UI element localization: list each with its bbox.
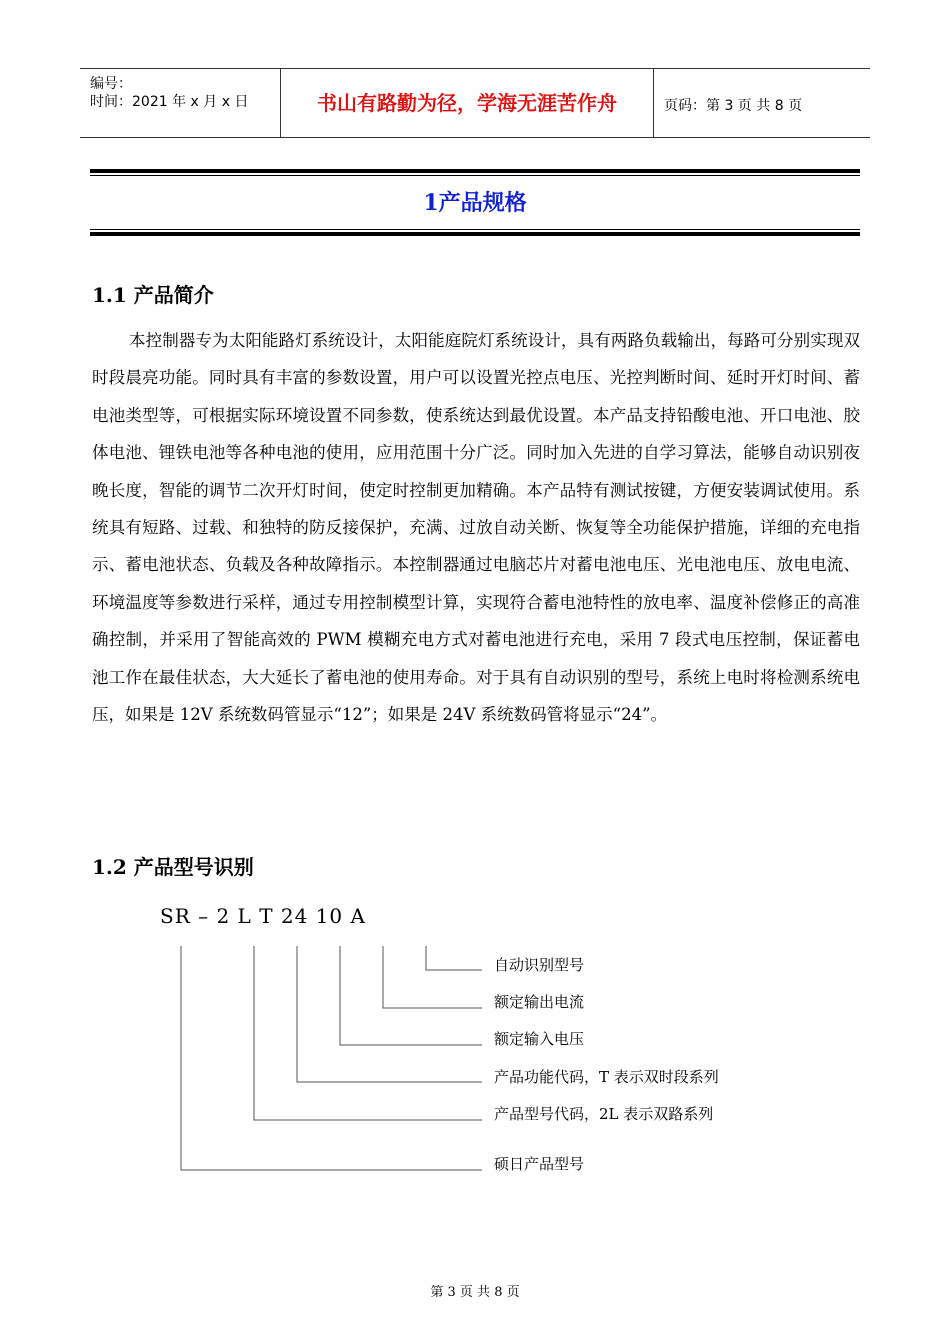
model-label-brand: 硕日产品型号 <box>494 1155 585 1173</box>
time-label: 时间：2021 年 x 月 x 日 <box>90 94 249 110</box>
model-label-model-code: 产品型号代码，2L 表示双路系列 <box>494 1105 714 1123</box>
model-label-output-current: 额定输出电流 <box>494 993 585 1011</box>
connector-auto-id <box>426 946 482 970</box>
model-label-input-voltage: 额定输入电压 <box>494 1030 585 1048</box>
intro-paragraph: 本控制器专为太阳能路灯系统设计，太阳能庭院灯系统设计，具有两路负载输出，每路可分别实现双时段晨亮功能。同时具有丰富的参数设置，用户可以设置光控点电压、光控判断时间、延时开灯时间、蓄电池类型等，可根据实际环境设置不同参数，使系统达到最优设置。本产品支持铅酸电池、开口电池、胶体电池、锂铁电池等各种电池的使用，应用范围十分广泛。同时加入先进的自学习算法，能够自动识别夜晚长度，智能的调节二次开灯时间，使定时控制更加精确。本产品特有测试按键，方便安装调试使用。系统具有短路、过载、和独特的防反接保护，充满、过放自动关断、恢复等全功能保护措施，详细的充电指示、蓄电池状态、负载及各种故障指示。本控制器通过电脑芯片对蓄电池电压、光电池电压、放电电流、环境温度等参数进行采样，通过专用控制模型计算，实现符合蓄电池特性的放电率、温度补偿修正的高准确控制，并采用了智能高效的 PWM 模糊充电方式对蓄电池进行充电，采用 7 段式电压控制，保证蓄电池工作在最佳状态，大大延长了蓄电池的使用寿命。对于具有自动识别的型号，系统上电时将检测系统电压，如果是 12V 系统数码管显示“12”；如果是 24V 系统数码管将显示“24”。 <box>92 331 860 725</box>
chapter-title: 1产品规格 <box>423 190 527 216</box>
section-heading-model: 1.2 产品型号识别 <box>92 855 254 879</box>
page-footer: 第 3 页 共 8 页 <box>430 1285 520 1300</box>
number-label: 编号： <box>90 76 132 92</box>
model-code: SR – 2 L T 24 10 A <box>160 904 366 928</box>
header-motto: 书山有路勤为径，学海无涯苦作舟 <box>281 69 654 137</box>
model-label-function-code: 产品功能代码，T 表示双时段系列 <box>494 1068 719 1086</box>
model-label-auto-id: 自动识别型号 <box>494 956 585 974</box>
header-page-info: 页码：第 3 页 共 8 页 <box>664 98 803 114</box>
connector-brand <box>181 946 482 1170</box>
connector-model-code <box>254 946 482 1120</box>
connector-output-current <box>383 946 482 1008</box>
section-heading-intro: 1.1 产品简介 <box>92 283 214 307</box>
connector-function-code <box>297 946 482 1082</box>
connector-input-voltage <box>340 946 482 1045</box>
